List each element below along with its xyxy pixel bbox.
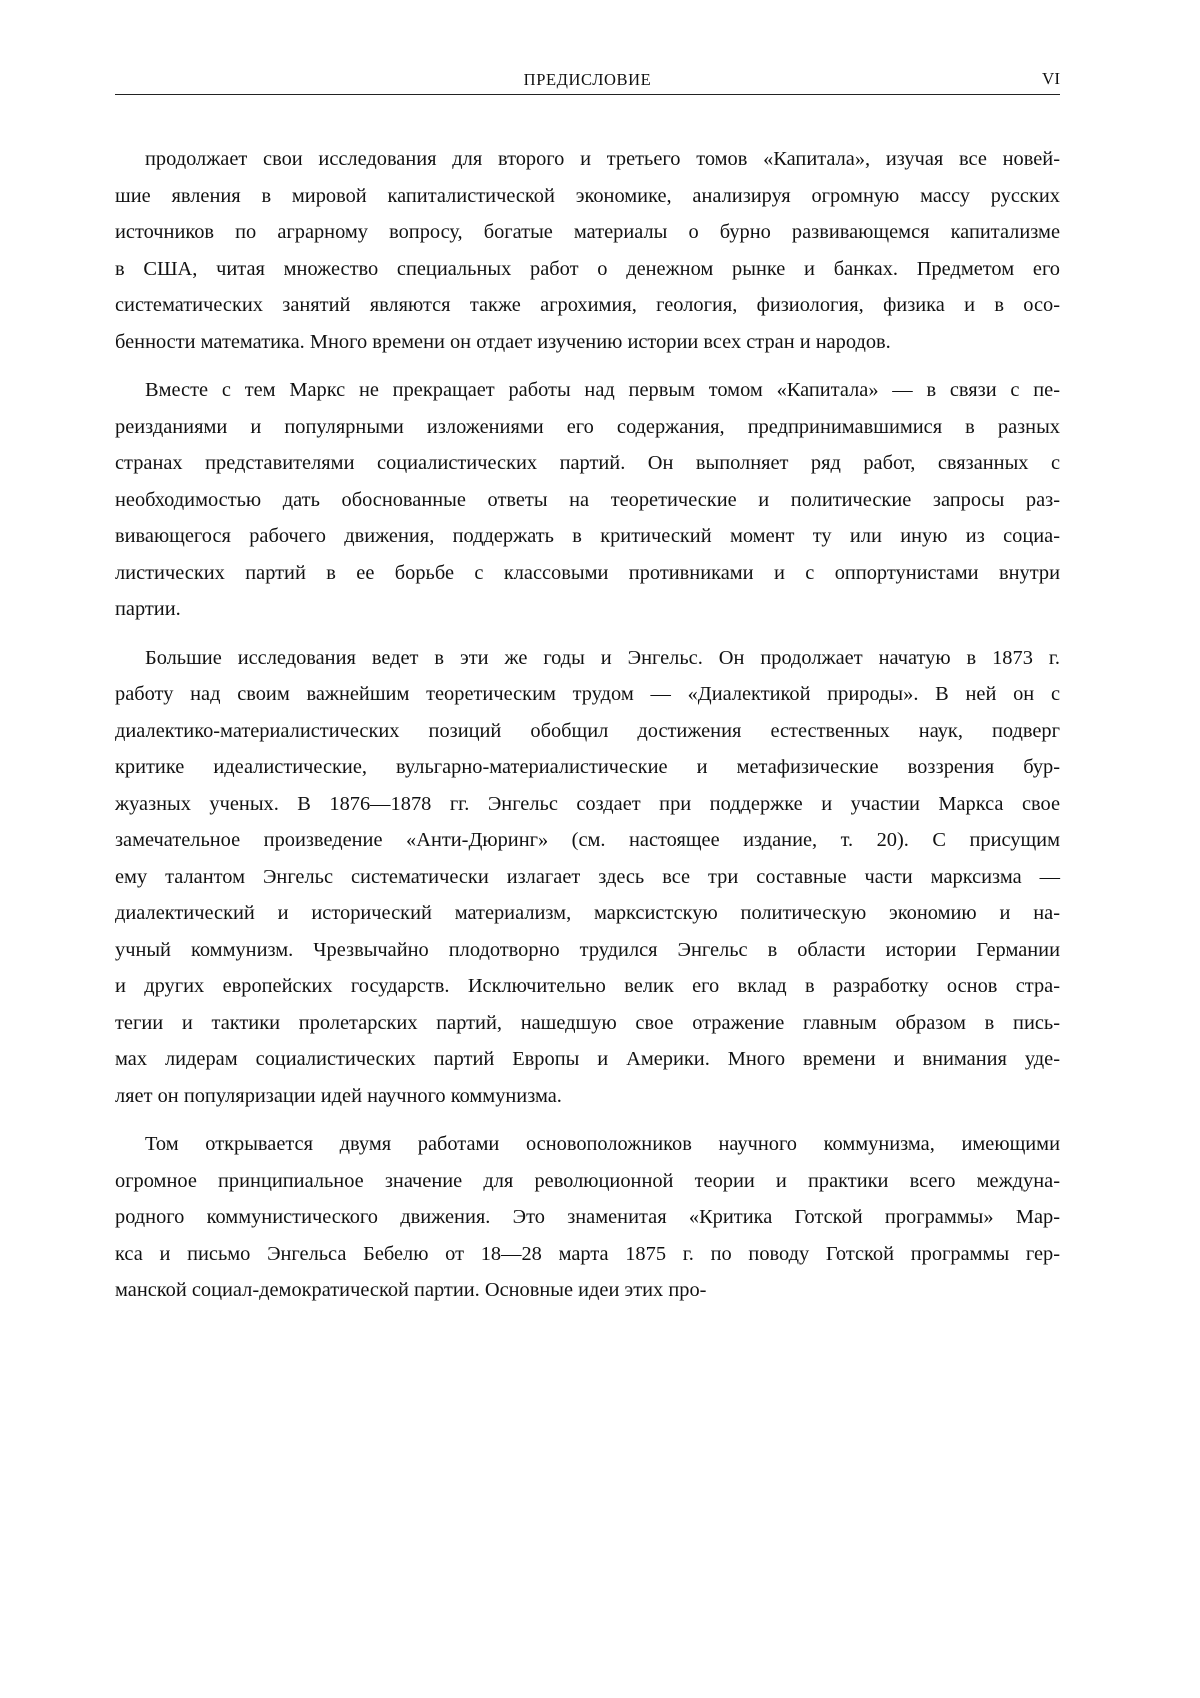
text-line: листических партий в ее борьбе с классовыми противниками и с оппортунистами внутри <box>115 561 1060 584</box>
page-number: VI <box>1042 69 1060 88</box>
text-line: диалектический и исторический материализм, марксистскую политическую экономию и на- <box>115 902 1060 924</box>
text-line: манской социал-демократической партии. Основные идеи этих про- <box>115 1279 707 1301</box>
text-line: ляет он популяризации идей научного коммунизма. <box>115 1084 562 1107</box>
text-line: вивающегося рабочего движения, поддержать в критический момент ту или иную из социа- <box>115 525 1060 547</box>
text-line: странах представителями социалистических партий. Он выполняет ряд работ, связанных с <box>115 452 1060 474</box>
text-line: ему талантом Энгельс систематически излагает здесь все три составные части марксизма — <box>115 865 1060 888</box>
text-line: кса и письмо Энгельса Бебелю от 18—28 марта 1875 г. по поводу Готской программы гер- <box>115 1242 1060 1265</box>
paragraph <box>115 1126 1060 1309</box>
text-line: в США, читая множество специальных работ о денежном рынке и банках. Предметом его <box>115 257 1060 280</box>
text-line: диалектико-материалистических позиций обобщил достижения естественных наук, подверг <box>115 719 1060 742</box>
text-line: учный коммунизм. Чрезвычайно плодотворно трудился Энгельс в области истории Германии <box>115 938 1060 961</box>
paragraph <box>115 141 1060 360</box>
text-line: шие явления в мировой капиталистической экономике, анализируя огромную массу русских <box>115 184 1060 207</box>
body-text <box>115 141 1060 1321</box>
text-line: Вместе с тем Маркс не прекращает работы над первым томом «Капитала» — в связи с пе- <box>145 379 1060 401</box>
text-line: и других европейских государств. Исключительно велик его вклад в разработку основ стра- <box>115 975 1060 997</box>
text-line: мах лидерам социалистических партий Европы и Америки. Много времени и внимания уде- <box>115 1048 1060 1070</box>
text-line: систематических занятий являются также агрохимия, геология, физиология, физика и в осо- <box>115 294 1060 316</box>
text-line: продолжает свои исследования для второго и третьего томов «Капитала», изучая все новей- <box>145 148 1060 170</box>
text-line: родного коммунистического движения. Это знаменитая «Критика Готской программы» Мар- <box>115 1206 1060 1228</box>
text-line: партии. <box>115 598 181 620</box>
text-line: огромное принципиальное значение для революционной теории и практики всего междуна- <box>115 1169 1060 1192</box>
text-line: тегии и тактики пролетарских партий, нашедшую свое отражение главным образом в пись- <box>115 1011 1060 1034</box>
paragraph <box>115 640 1060 1115</box>
text-line: источников по аграрному вопросу, богатые материалы о бурно развивающемся капитализме <box>115 221 1060 243</box>
text-line: работу над своим важнейшим теоретическим трудом — «Диалектикой природы». В ней он с <box>115 683 1060 705</box>
text-line: необходимостью дать обоснованные ответы на теоретические и политические запросы раз- <box>115 488 1060 511</box>
text-line: Большие исследования ведет в эти же годы и Энгельс. Он продолжает начатую в 1873 г. <box>145 646 1060 669</box>
text-line: реизданиями и популярными изложениями его содержания, предпринимавшимися в разных <box>115 415 1060 438</box>
text-line: бенности математика. Много времени он отдает изучению истории всех стран и народов. <box>115 330 891 353</box>
text-line: жуазных ученых. В 1876—1878 гг. Энгельс создает при поддержке и участии Маркса свое <box>115 792 1060 815</box>
text-line: критике идеалистические, вульгарно-материалистические и метафизические воззрения бур- <box>115 756 1060 778</box>
text-line: Том открывается двумя работами основоположников научного коммунизма, имеющими <box>145 1133 1060 1155</box>
paragraph <box>115 372 1060 628</box>
running-title: ПРЕДИСЛОВИЕ <box>523 70 652 89</box>
text-line: замечательное произведение «Анти-Дюринг» (см. настоящее издание, т. 20). С присущим <box>115 829 1060 851</box>
running-header <box>115 66 1060 95</box>
